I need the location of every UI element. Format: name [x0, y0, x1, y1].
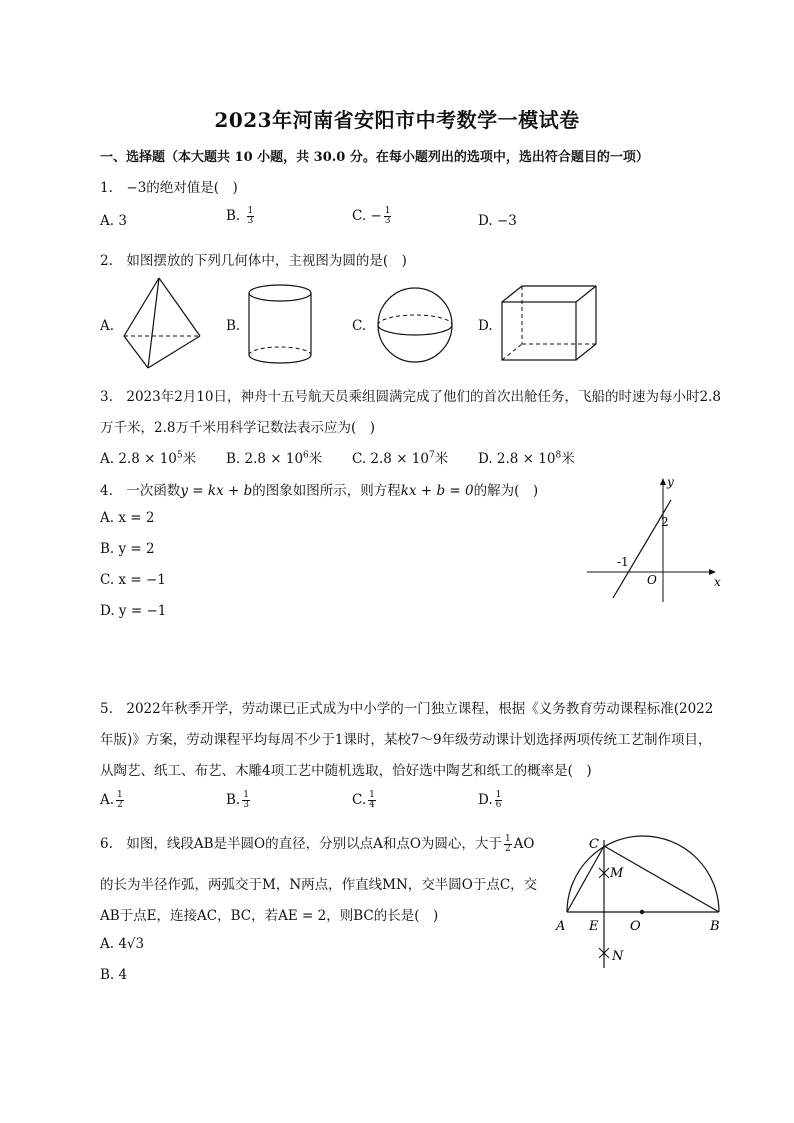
fraction: $\frac{1}{3}$ [243, 790, 249, 810]
origin-label: O [647, 573, 657, 587]
q3-option-b[interactable]: B. $2.8 \times 10^6$米 [226, 450, 323, 467]
q5-option-a[interactable]: A. $\frac{1}{2}$ [100, 790, 123, 810]
q1-option-d[interactable]: D. −3 [478, 213, 517, 229]
q1-option-a[interactable]: A. 3 [100, 213, 127, 229]
fraction: $\frac{1}{2}$ [504, 834, 511, 854]
point-b-label: B [710, 919, 720, 934]
q5-option-c[interactable]: C. $\frac{1}{4}$ [352, 790, 375, 810]
question-5-line-3: 从陶艺、纸工、布艺、木雕4项工艺中随机选取，恰好选中陶艺和纸工的概率是( ) [100, 763, 592, 779]
q6-option-a[interactable]: A. 4√3 [100, 936, 145, 952]
point-c-label: C [589, 837, 599, 852]
question-2-stem: 2. 如图摆放的下列几何体中，主视图为圆的是( ) [100, 253, 407, 269]
semicircle-figure [552, 832, 732, 974]
y-intercept-label: 2 [661, 515, 669, 529]
question-6-line-1: 6. 如图，线段AB是半圆O的直径，分别以点A和点O为圆心，大于 $\frac{1}{2}$ AO [100, 834, 535, 854]
q2-option-a[interactable]: A. [100, 318, 115, 334]
q3-option-a[interactable]: A. $2.8 \times 10^5$米 [100, 450, 197, 467]
question-6-line-3: AB于点E，连接AC，BC，若AE = 2，则BC的长是( ) [100, 908, 439, 924]
sphere-figure [374, 286, 458, 366]
linear-function-graph [585, 474, 725, 604]
q5-option-b[interactable]: B. $\frac{1}{3}$ [226, 790, 249, 810]
section-heading: 一、选择题（本大题共 10 小题，共 30.0 分。在每小题列出的选项中，选出符合题目的一项） [100, 150, 649, 165]
x-intercept-label: -1 [617, 555, 629, 569]
q6-option-b[interactable]: B. 4 [100, 967, 128, 983]
fraction: $\frac{1}{2}$ [117, 790, 123, 810]
question-3-line-2: 万千米，2.8万千米用科学记数法表示应为( ) [100, 420, 376, 436]
cube-figure [500, 284, 600, 364]
point-n-label: N [612, 949, 624, 964]
q2-option-d[interactable]: D. [478, 318, 493, 334]
point-m-label: M [610, 866, 624, 881]
fraction: $\frac{1}{6}$ [495, 790, 502, 810]
q1-option-c[interactable] [352, 207, 393, 226]
fraction: $\frac{1}{3}$ [247, 206, 254, 226]
y-axis-label: y [667, 475, 674, 489]
question-4-stem: 4. 一次函数y = kx + b的图象如图所示，则方程kx + b = 0的解为( ) [100, 483, 539, 499]
cylinder-figure [246, 283, 316, 367]
question-5-line-1: 5. 2022年秋季开学，劳动课已正式成为中小学的一门独立课程，根据《义务教育劳动课程标准(2022 [100, 701, 714, 717]
point-e-label: E [589, 919, 599, 934]
question-5-line-2: 年版)》方案，劳动课程平均每周不少于1课时，某校7～9年级劳动课计划选择两项传统工艺制作项目， [100, 732, 712, 748]
q4-option-c[interactable]: C. x = −1 [100, 572, 166, 588]
point-a-label: A [556, 919, 566, 934]
q3-option-c[interactable]: C. $2.8 \times 10^7$米 [352, 450, 449, 467]
q2-option-b[interactable]: B. [226, 318, 241, 334]
q1-option-b[interactable] [226, 207, 256, 226]
q2-option-c[interactable]: C. [352, 318, 367, 334]
tetrahedron-figure [118, 276, 208, 372]
q4-option-a[interactable]: A. x = 2 [100, 510, 155, 526]
question-3-line-1: 3. 2023年2月10日，神舟十五号航天员乘组圆满完成了他们的首次出舱任务，飞船的时速为每小时2.8 [100, 389, 721, 405]
q5-option-d[interactable]: D. $\frac{1}{6}$ [478, 790, 502, 810]
x-axis-label: x [714, 575, 721, 589]
q1-option-b-label: B. [226, 208, 241, 224]
question-1-stem: 1. −3的绝对值是( ) [100, 180, 238, 196]
point-o-label: O [630, 919, 641, 934]
q4-option-d[interactable]: D. y = −1 [100, 603, 167, 619]
fraction: $\frac{1}{4}$ [369, 790, 375, 810]
q1-option-c-label: C. − [352, 208, 382, 224]
q4-option-b[interactable]: B. y = 2 [100, 541, 155, 557]
q3-option-d[interactable]: D. $2.8 \times 10^8$米 [478, 450, 575, 467]
page-title: 2023年河南省安阳市中考数学一模试卷 [214, 108, 580, 132]
question-6-line-2: 的长为半径作弧，两弧交于M，N两点，作直线MN，交半圆O于点C，交 [100, 877, 538, 893]
fraction: $\frac{1}{3}$ [384, 206, 391, 226]
